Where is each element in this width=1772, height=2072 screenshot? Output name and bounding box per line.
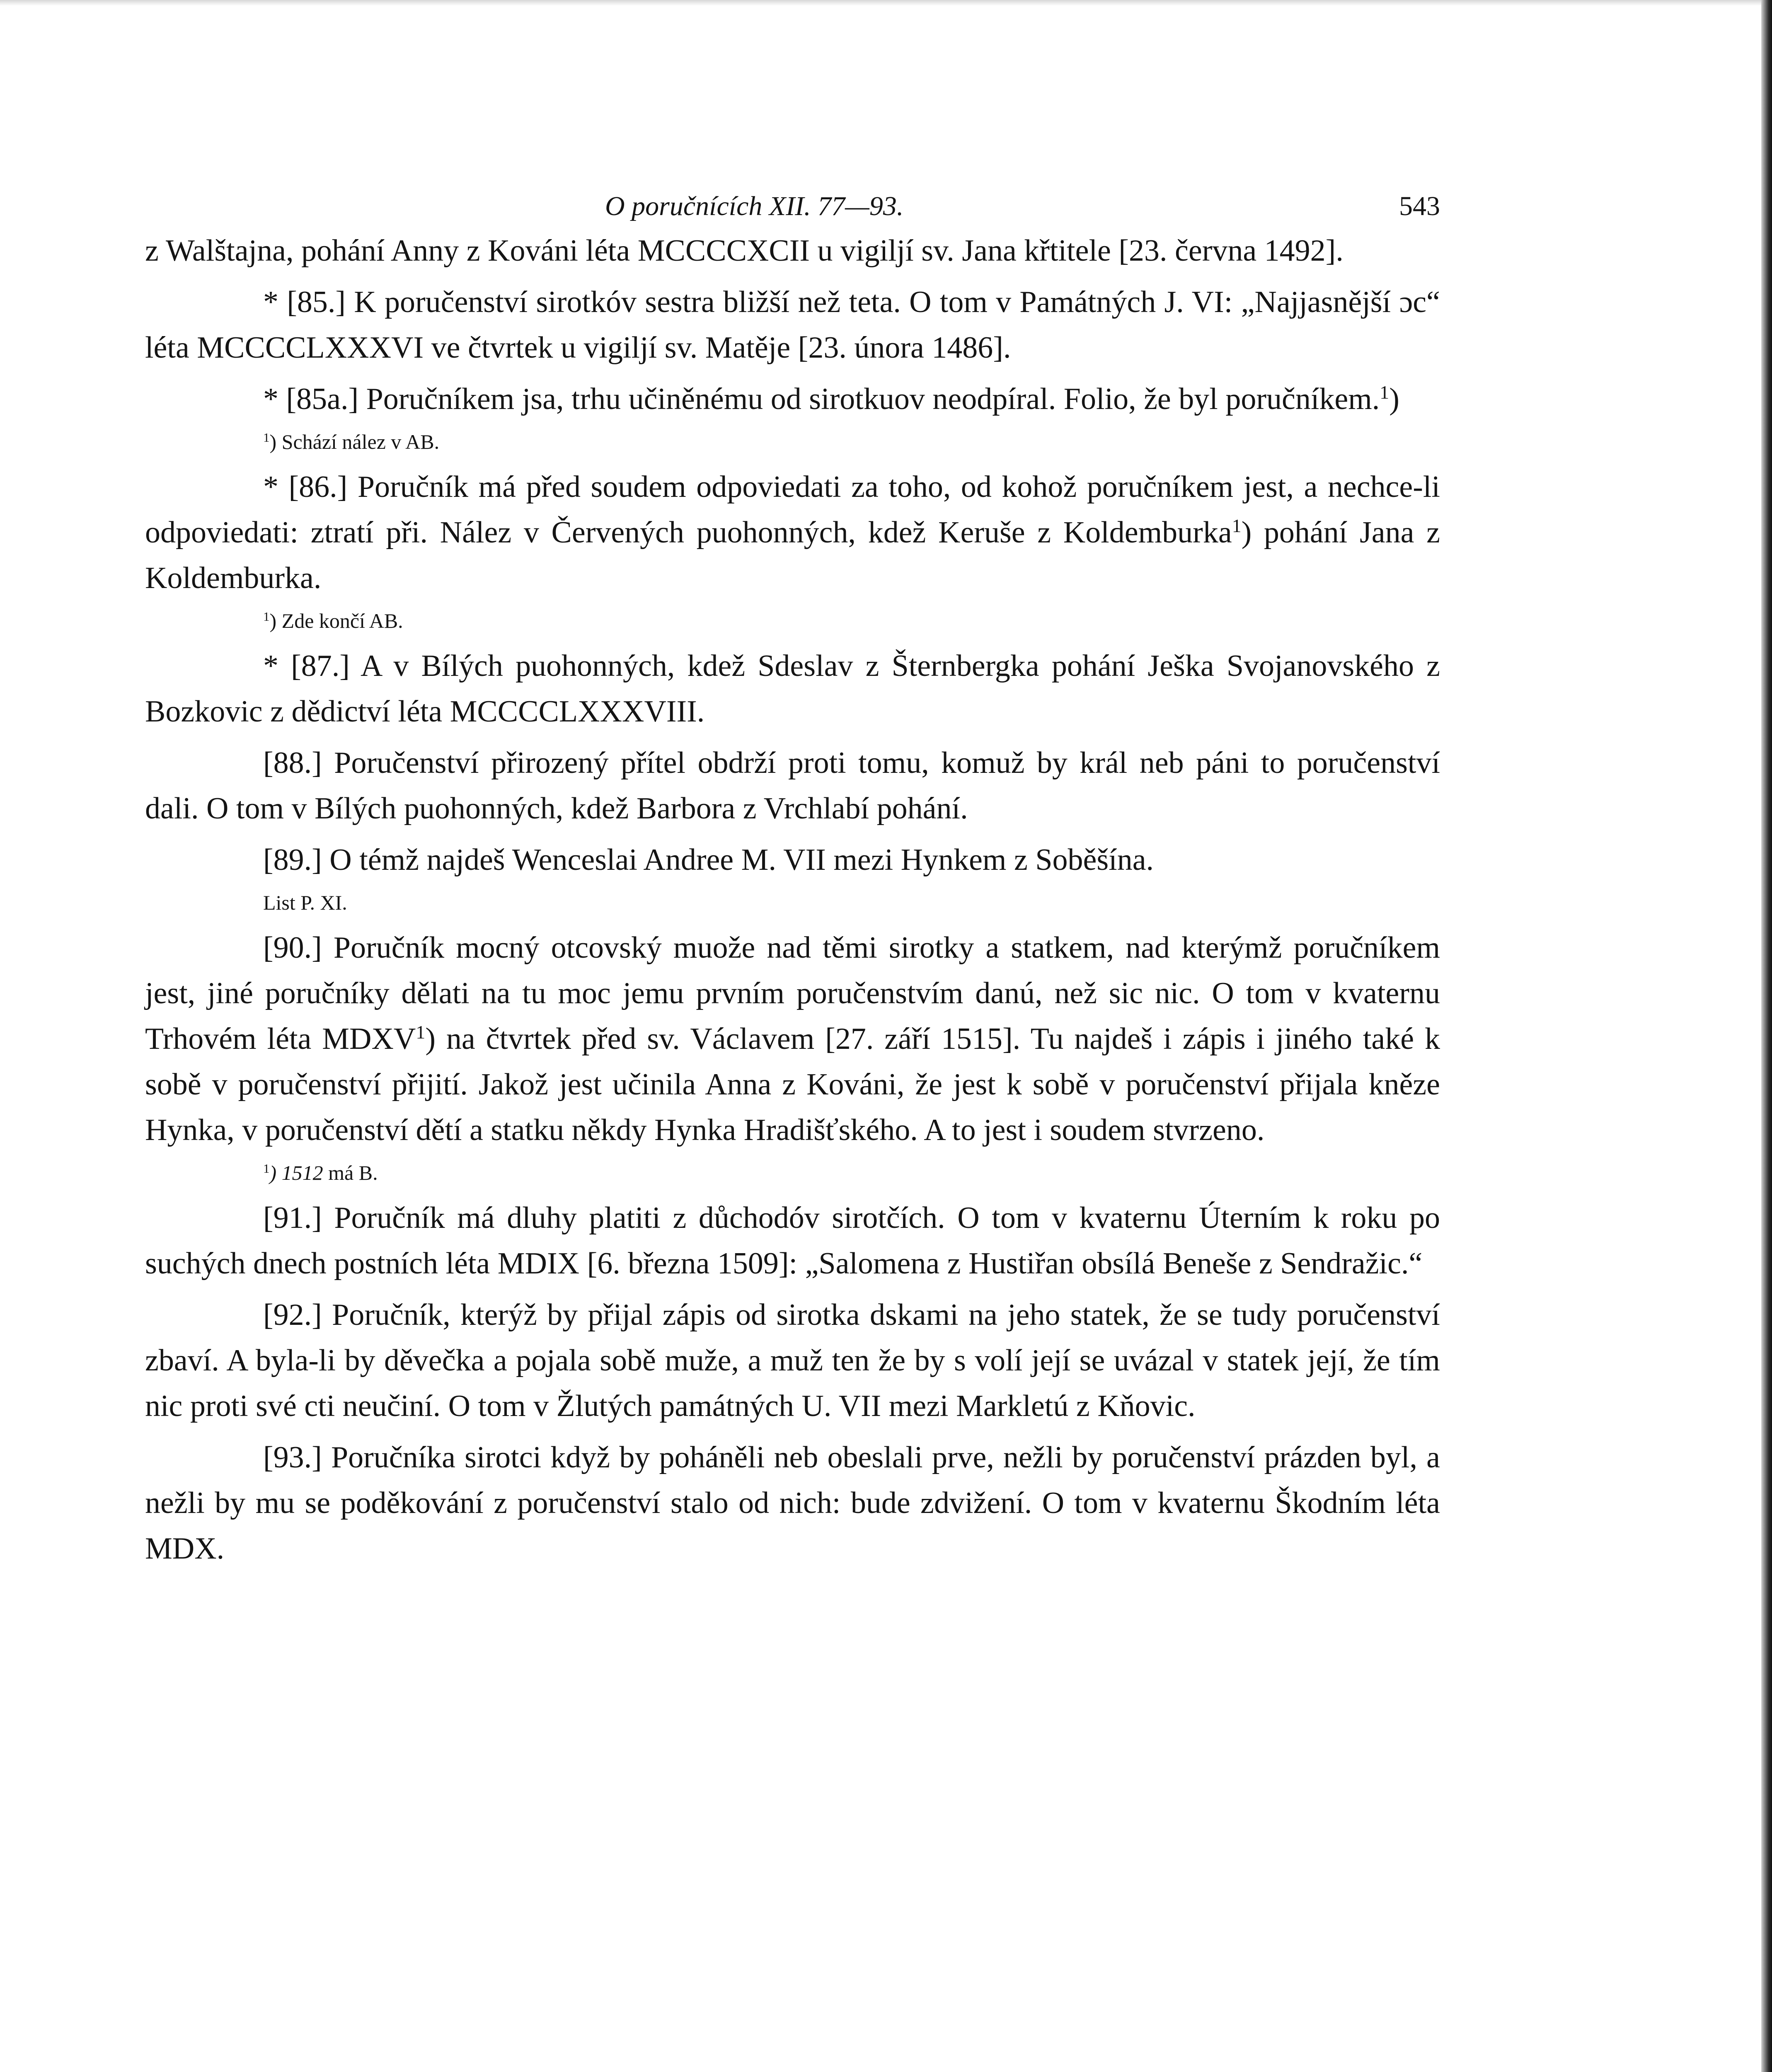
running-title: O poručnících XII. 77—93. (605, 191, 904, 221)
paragraph-85a-text: * [85a.] Poručníkem jsa, trhu učiněnému od sirotkuov neodpíral. Folio, že byl poručníkem. (263, 382, 1380, 416)
page-number: 543 (1399, 191, 1440, 221)
paragraph-85a-close: ) (1389, 382, 1399, 416)
footnote-85a-text: ) Schází nález v AB. (269, 430, 440, 453)
paragraph-93: [93.] Poručníka sirotci když by poháněli neb obeslali prve, nežli by poručenství prázden byl, a nežli by mu se poděkování z poručenství stalo od nich: bude zdvižení. O tom v kvaternu Škodním léta MDX. (145, 1440, 1440, 1566)
footnote-90-text: má B. (323, 1161, 378, 1184)
footnote-ref-85a: 1 (1380, 381, 1390, 403)
footnote-90-year: ) 1512 (269, 1161, 323, 1184)
paragraph-88: [88.] Poručenství přirozený přítel obdrží proti tomu, komuž by král neb páni to poručenství dali. O tom v Bílých puohonných, kdež Barbora z Vrchlabí pohání. (145, 746, 1440, 825)
page-header (145, 182, 1440, 228)
footnote-86-mark: 1 (263, 609, 270, 624)
footnote-ref-86: 1 (1232, 515, 1242, 536)
paragraph-89: [89.] O témž najdeš Wenceslai Andree M. VII mezi Hynkem z Soběšína. (263, 843, 1154, 877)
paragraph-90-text-a: [90.] Poručník mocný otcovský muože nad těmi sirotky a statkem, nad kterýmž poručníkem jest, jiné poručníky dělati na tu moc jemu prvním poručenstvím danú, než sic nic. O tom v kvaternu Trhovém léta MDXV (145, 931, 1440, 1056)
paragraph-91: [91.] Poručník má dluhy platiti z důchodóv sirotčích. O tom v kvaternu Úterním k roku po suchých dnech postních léta MDIX [6. března 1509]: „Salomena z Hustiřan obsílá Beneše z Sendražic.“ (145, 1201, 1440, 1280)
footnote-90 (263, 1157, 1440, 1188)
scan-top-shadow (0, 0, 1772, 6)
paragraph-86-text-a: * [86.] Poručník má před soudem odpoviedati za toho, od kohož poručníkem jest, a nechce-li odpoviedati: ztratí při. Nález v Červených puohonných, kdež Keruše z Koldemburka (145, 470, 1440, 549)
paragraph-continued: z Walštajna, pohání Anny z Kováni léta MCCCCXCII u vigiljí sv. Jana křtitele [23. června 1492]. (145, 234, 1344, 268)
book-page (145, 182, 1440, 1577)
footnote-86 (263, 605, 1440, 637)
paragraph-86-text-b: ) pohání Jana z Koldemburka. (145, 516, 1440, 595)
footnote-ref-90: 1 (416, 1021, 426, 1043)
list-note: List P. XI. (263, 891, 347, 914)
footnote-86-text: ) Zde končí AB. (269, 609, 403, 632)
footnote-85a-mark: 1 (263, 430, 270, 445)
paragraph-85: * [85.] K poručenství sirotkóv sestra bližší než teta. O tom v Památných J. VI: „Najjasnější ɔc“ léta MCCCCLXXXVI ve čtvrtek u vigiljí sv. Matěje [23. února 1486]. (145, 285, 1440, 365)
scan-right-edge (1761, 0, 1772, 2072)
footnote-90-mark: 1 (263, 1161, 270, 1176)
paragraph-85a (145, 376, 1440, 422)
paragraph-90 (145, 925, 1440, 1153)
paragraph-90-text-b: ) na čtvrtek před sv. Václavem [27. září 1515]. Tu najdeš i zápis i jiného také k sobě v poručenství přijití. Jakož jest učinila Anna z Kováni, že jest k sobě v poručenství přijala kněze Hynka, v poručenství dětí a statku někdy Hynka Hradišťského. A to jest i soudem stvrzeno. (145, 1022, 1440, 1147)
paragraph-87: * [87.] A v Bílých puohonných, kdež Sdeslav z Šternbergka pohání Ješka Svojanovského z Bozkovic z dědictví léta MCCCCLXXXVIII. (145, 649, 1440, 729)
paragraph-92: [92.] Poručník, kterýž by přijal zápis od sirotka dskami na jeho statek, že se tudy poručenství zbaví. A byla-li by děvečka a pojala sobě muže, a muž ten že by s volí její se uvázal v statek její, že tím nic proti své cti neučiní. O tom v Žlutých památných U. VII mezi Markletú z Kňovic. (145, 1298, 1440, 1423)
paragraph-86 (145, 464, 1440, 601)
footnote-85a (263, 426, 1440, 457)
